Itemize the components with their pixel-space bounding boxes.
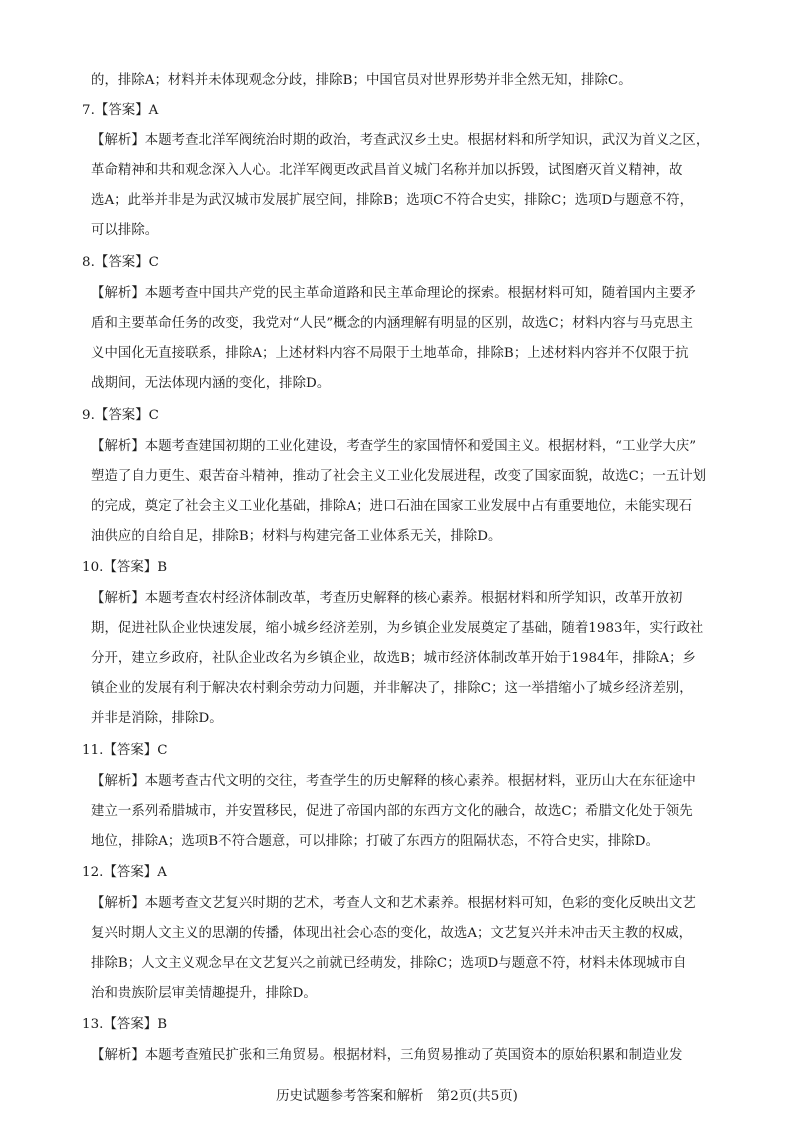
analysis-line: 建立一系列希腊城市，并安置移民，促进了帝国内部的东西方文化的融合，故选C；希腊文化处于领先 (91, 804, 693, 819)
analysis-line: 【解析】本题考查殖民扩张和三角贸易。根据材料，三角贸易推动了英国资本的原始积累和制造业发 (91, 1048, 683, 1063)
analysis-line: 期，促进社队企业快速发展，缩小城乡经济差别，为乡镇企业发展奠定了基础，随着1983年，实行政社 (91, 621, 704, 636)
answer-heading: 11.【答案】C (82, 743, 168, 758)
analysis-line: 塑造了自力更生、艰苦奋斗精神，推动了社会主义工业化发展进程，改变了国家面貌，故选C；一五计划 (91, 469, 707, 484)
analysis-line: 地位，排除A；选项B不符合题意，可以排除；打破了东西方的阻隔状态，不符合史实，排除D。 (91, 834, 660, 849)
analysis-line: 复兴时期人文主义的思潮的传播，体现出社会心态的变化，故选A；文艺复兴并未冲击天主教的权威， (91, 926, 693, 941)
answer-heading: 13.【答案】B (82, 1017, 168, 1032)
analysis-line: 战期间，无法体现内涵的变化，排除D。 (91, 376, 331, 391)
analysis-line: 并非是消除，排除D。 (91, 711, 223, 726)
analysis-line: 革命精神和共和观念深入人心。北洋军阀更改武昌首义城门名称并加以拆毁，试图磨灭首义精神，故 (91, 163, 683, 178)
analysis-line: 分开，建立乡政府，社队企业改名为乡镇企业，故选B；城市经济体制改革开始于1984年，排除A；乡 (91, 651, 696, 666)
answer-heading: 10.【答案】B (82, 560, 168, 575)
analysis-line: 镇企业的发展有利于解决农村剩余劳动力问题，并非解决了，排除C；这一举措缩小了城乡经济差别， (91, 681, 693, 696)
analysis-line: 【解析】本题考查文艺复兴时期的艺术，考查人文和艺术素养。根据材料可知，色彩的变化反映出文艺 (91, 896, 696, 911)
answer-heading: 12.【答案】A (82, 865, 167, 880)
analysis-line: 盾和主要革命任务的改变，我党对“人民”概念的内涵理解有明显的区别，故选C；材料内容与马克思主 (91, 316, 694, 331)
analysis-line: 【解析】本题考查北洋军阀统治时期的政治，考查武汉乡土史。根据材料和所学知识，武汉为首义之区， (91, 133, 710, 148)
analysis-line: 【解析】本题考查古代文明的交往，考查学生的历史解释的核心素养。根据材料，亚历山大在东征途中 (91, 774, 696, 789)
text-line: 的，排除A；材料并未体现观念分歧，排除B；中国官员对世界形势并非全然无知，排除C。 (91, 73, 632, 88)
analysis-line: 的完成，奠定了社会主义工业化基础，排除A；进口石油在国家工业发展中占有重要地位，未能实现石 (91, 499, 693, 514)
analysis-line: 排除B；人文主义观念早在文艺复兴之前就已经萌发，排除C；选项D与题意不符，材料未体现城市自 (91, 956, 687, 971)
analysis-line: 【解析】本题考查农村经济体制改革，考查历史解释的核心素养。根据材料和所学知识，改革开放初 (91, 591, 683, 606)
answer-heading: 7.【答案】A (82, 103, 159, 118)
answer-heading: 8.【答案】C (82, 255, 159, 270)
analysis-line: 选A；此举并非是为武汉城市发展扩展空间，排除B；选项C不符合史实，排除C；选项D与题意不符， (91, 193, 694, 208)
analysis-line: 【解析】本题考查建国初期的工业化建设，考查学生的家国情怀和爱国主义。根据材料，“工业学大庆” (91, 439, 697, 454)
analysis-line: 治和贵族阶层审美情趣提升，排除D。 (91, 986, 317, 1001)
page-footer: 历史试题参考答案和解析 第2页(共5页) (276, 1089, 518, 1104)
analysis-line: 义中国化无直接联系，排除A；上述材料内容不局限于土地革命，排除B；上述材料内容并不仅限于抗 (91, 346, 689, 361)
answer-heading: 9.【答案】C (82, 408, 159, 423)
analysis-line: 油供应的自给自足，排除B；材料与构建完备工业体系无关，排除D。 (91, 529, 502, 544)
analysis-line: 可以排除。 (91, 223, 159, 238)
analysis-line: 【解析】本题考查中国共产党的民主革命道路和民主革命理论的探索。根据材料可知，随着国内主要矛 (91, 286, 696, 301)
